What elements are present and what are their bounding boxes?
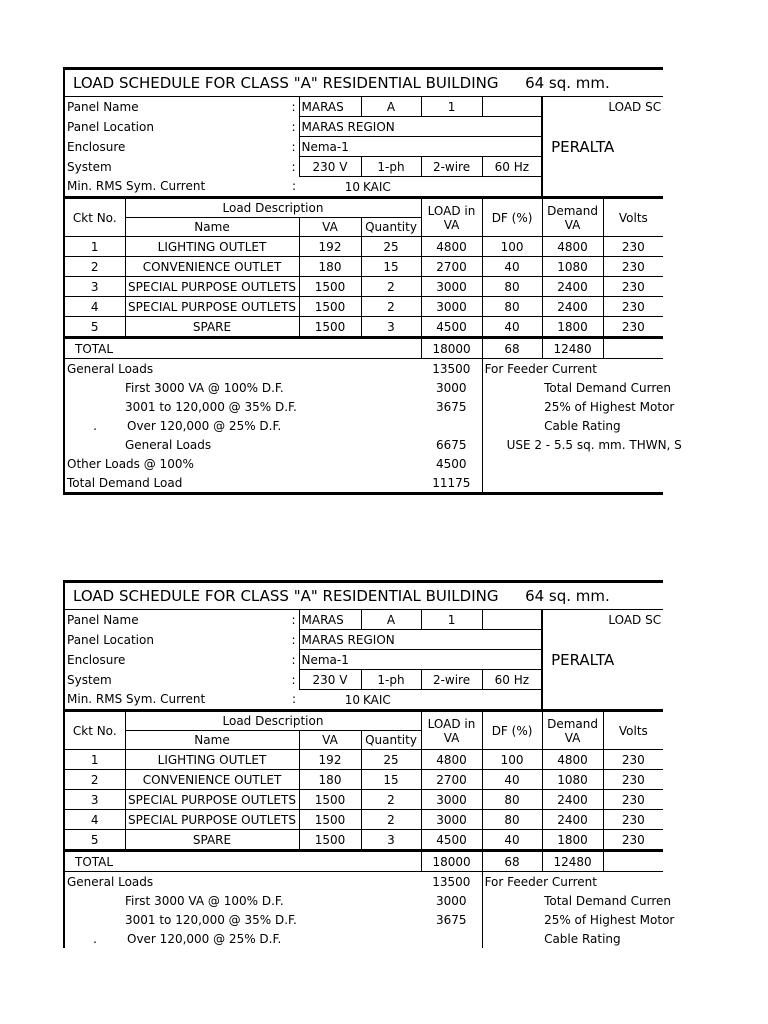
cell-va: 1500 <box>299 277 361 297</box>
cell-load: 3000 <box>421 790 482 810</box>
header-quantity: Quantity <box>361 218 421 237</box>
cell-ckt: 5 <box>64 830 125 851</box>
second-range-label: 3001 to 120,000 @ 35% D.F. <box>64 910 421 929</box>
cell-load: 3000 <box>421 297 482 317</box>
load-schedule-sheet-1 <box>63 67 682 490</box>
cell-load: 4500 <box>421 830 482 851</box>
cell-demand: 2400 <box>542 790 603 810</box>
schedule-title <box>64 582 499 610</box>
table-row <box>64 810 663 830</box>
panel-name-label: Panel Name : <box>64 610 299 630</box>
header-va: VA <box>299 218 361 237</box>
panel-name-letter: A <box>361 97 421 117</box>
schedule-title-text: LOAD SCHEDULE FOR CLASS "A" RESIDENTIAL BUILDING <box>73 74 499 92</box>
cell-va: 1500 <box>299 830 361 851</box>
load-schedule-table <box>63 67 682 495</box>
cell-volts: 230 <box>603 750 663 770</box>
cell-va: 1500 <box>299 810 361 830</box>
schedule-title <box>64 69 499 97</box>
second-range-value: 3675 <box>436 912 467 927</box>
general-loads-sub-value: 6675 <box>436 437 467 452</box>
cell-load: 3000 <box>421 277 482 297</box>
schedule-title-text: LOAD SCHEDULE FOR CLASS "A" RESIDENTIAL BUILDING <box>73 587 499 605</box>
first-3000-label: First 3000 VA @ 100% D.F. <box>64 891 421 910</box>
load-schedule-table <box>63 580 675 948</box>
cable-rating-label: Cable Rating <box>544 418 621 433</box>
cell-name: LIGHTING OUTLET <box>125 237 299 257</box>
first-3000-label: First 3000 VA @ 100% D.F. <box>64 378 421 397</box>
header-load-description: Load Description <box>125 711 421 731</box>
cell-volts: 230 <box>603 790 663 810</box>
total-row <box>64 851 663 872</box>
cell-load: 4800 <box>421 237 482 257</box>
cell-ckt: 4 <box>64 810 125 830</box>
cell-ckt: 3 <box>64 277 125 297</box>
min-rms-value: 10 <box>344 692 360 707</box>
cell-quantity: 3 <box>361 830 421 851</box>
cell-load: 4500 <box>421 317 482 338</box>
cell-va: 180 <box>299 257 361 277</box>
cell-demand: 2400 <box>542 810 603 830</box>
schedule-size: 64 sq. mm. <box>482 69 663 97</box>
cell-load: 2700 <box>421 770 482 790</box>
total-demand-current-label: Total Demand Curren <box>544 380 671 395</box>
cell-name: SPARE <box>125 830 299 851</box>
header-load-in-va: LOAD in VA <box>421 711 482 750</box>
total-demand-load-label: Total Demand Load <box>64 473 421 494</box>
header-ckt-no: Ckt No. <box>64 198 125 237</box>
general-loads-sub-label: General Loads <box>64 435 421 454</box>
cell-va: 192 <box>299 750 361 770</box>
cell-volts: 230 <box>603 770 663 790</box>
cell-ckt: 5 <box>64 317 125 338</box>
total-demand-current-label: Total Demand Curren <box>544 893 671 908</box>
cell-quantity: 3 <box>361 317 421 338</box>
table-row <box>64 257 663 277</box>
cell-demand: 4800 <box>542 750 603 770</box>
cell-demand: 4800 <box>542 237 603 257</box>
header-demand-va: Demand VA <box>542 198 603 237</box>
cell-ckt: 1 <box>64 750 125 770</box>
cell-name: LIGHTING OUTLET <box>125 750 299 770</box>
right-header-label: LOAD SC <box>608 99 662 114</box>
cell-ckt: 2 <box>64 257 125 277</box>
total-load: 18000 <box>421 338 482 359</box>
cell-ckt: 4 <box>64 297 125 317</box>
panel-location-label: Panel Location : <box>64 630 299 650</box>
min-rms-value: 10 <box>344 179 360 194</box>
first-3000-value: 3000 <box>436 380 467 395</box>
cell-df: 80 <box>482 277 542 297</box>
over-120000-label: Over 120,000 @ 25% D.F. <box>127 418 282 433</box>
system-voltage: 230 V <box>299 157 361 177</box>
schedule-size: 64 sq. mm. <box>482 582 663 610</box>
dot-marker: . <box>64 416 125 435</box>
enclosure-label: Enclosure : <box>64 137 299 157</box>
total-demand: 12480 <box>542 851 603 872</box>
cell-quantity: 2 <box>361 277 421 297</box>
cell-name: SPARE <box>125 317 299 338</box>
total-df: 68 <box>482 338 542 359</box>
cell-name: CONVENIENCE OUTLET <box>125 770 299 790</box>
general-loads-value: 13500 <box>432 874 471 889</box>
cell-quantity: 15 <box>361 257 421 277</box>
cell-df: 40 <box>482 317 542 338</box>
cell-name: SPECIAL PURPOSE OUTLETS <box>125 790 299 810</box>
cell-volts: 230 <box>603 297 663 317</box>
panel-location-value: MARAS REGION <box>299 117 482 137</box>
cell-ckt: 1 <box>64 237 125 257</box>
cell-demand: 1080 <box>542 257 603 277</box>
system-wire: 2-wire <box>421 157 482 177</box>
system-label: System : <box>64 157 299 177</box>
min-rms-label: Min. RMS Sym. Current : <box>64 177 299 198</box>
cell-ckt: 2 <box>64 770 125 790</box>
cell-volts: 230 <box>603 277 663 297</box>
header-ckt-no: Ckt No. <box>64 711 125 750</box>
header-name: Name <box>125 218 299 237</box>
cell-df: 40 <box>482 770 542 790</box>
min-rms-label: Min. RMS Sym. Current : <box>64 690 299 711</box>
cell-quantity: 25 <box>361 750 421 770</box>
cell-name: SPECIAL PURPOSE OUTLETS <box>125 277 299 297</box>
right-header-name: PERALTA <box>551 650 615 669</box>
table-row <box>64 297 663 317</box>
load-schedule-sheet-2 <box>63 580 675 946</box>
total-load: 18000 <box>421 851 482 872</box>
table-row <box>64 830 663 851</box>
system-voltage: 230 V <box>299 670 361 690</box>
cable-rating-label: Cable Rating <box>544 931 621 946</box>
highest-motor-label: 25% of Highest Motor <box>544 399 675 414</box>
right-header-name: PERALTA <box>551 137 615 156</box>
cell-volts: 230 <box>603 810 663 830</box>
table-row <box>64 790 663 810</box>
total-demand: 12480 <box>542 338 603 359</box>
panel-name-number: 1 <box>421 97 482 117</box>
panel-name-label: Panel Name : <box>64 97 299 117</box>
cell-quantity: 25 <box>361 237 421 257</box>
cell-df: 80 <box>482 790 542 810</box>
cell-quantity: 2 <box>361 810 421 830</box>
cell-va: 1500 <box>299 317 361 338</box>
min-rms-unit: KAIC <box>363 179 391 194</box>
cell-name: SPECIAL PURPOSE OUTLETS <box>125 810 299 830</box>
other-loads-value: 4500 <box>436 456 467 471</box>
panel-name-number: 1 <box>421 610 482 630</box>
table-row <box>64 770 663 790</box>
cell-ckt: 3 <box>64 790 125 810</box>
enclosure-value: Nema-1 <box>299 137 482 157</box>
cell-df: 40 <box>482 257 542 277</box>
highest-motor-label: 25% of Highest Motor <box>544 912 675 927</box>
general-loads-label: General Loads <box>64 359 421 379</box>
system-phase: 1-ph <box>361 670 421 690</box>
panel-location-label: Panel Location : <box>64 117 299 137</box>
total-demand-load-value: 11175 <box>421 473 482 494</box>
second-range-value: 3675 <box>436 399 467 414</box>
header-quantity: Quantity <box>361 731 421 750</box>
cell-df: 40 <box>482 830 542 851</box>
system-frequency: 60 Hz <box>482 670 542 690</box>
header-demand-va: Demand VA <box>542 711 603 750</box>
general-loads-label: General Loads <box>64 872 421 892</box>
cell-demand: 1080 <box>542 770 603 790</box>
cell-quantity: 2 <box>361 297 421 317</box>
cell-load: 4800 <box>421 750 482 770</box>
total-row <box>64 338 663 359</box>
header-volts: Volts <box>603 198 663 237</box>
min-rms-unit: KAIC <box>363 692 391 707</box>
header-load-description: Load Description <box>125 198 421 218</box>
dot-marker: . <box>64 929 125 948</box>
header-va: VA <box>299 731 361 750</box>
feeder-current-label: For Feeder Current <box>482 872 663 892</box>
blank-cell <box>482 97 542 117</box>
header-load-in-va: LOAD in VA <box>421 198 482 237</box>
cell-df: 80 <box>482 810 542 830</box>
enclosure-label: Enclosure : <box>64 650 299 670</box>
cell-df: 100 <box>482 750 542 770</box>
header-df: DF (%) <box>482 198 542 237</box>
total-df: 68 <box>482 851 542 872</box>
over-120000-label: Over 120,000 @ 25% D.F. <box>127 931 282 946</box>
right-header-label: LOAD SC <box>608 612 662 627</box>
other-loads-label: Other Loads @ 100% <box>64 454 421 473</box>
header-name: Name <box>125 731 299 750</box>
total-label: TOTAL <box>64 338 421 359</box>
first-3000-value: 3000 <box>436 893 467 908</box>
cell-va: 1500 <box>299 790 361 810</box>
system-label: System : <box>64 670 299 690</box>
system-phase: 1-ph <box>361 157 421 177</box>
header-volts: Volts <box>603 711 663 750</box>
cable-use-label: USE 2 - 5.5 sq. mm. THWN, S <box>482 435 663 454</box>
cell-volts: 230 <box>603 237 663 257</box>
cell-va: 180 <box>299 770 361 790</box>
header-df: DF (%) <box>482 711 542 750</box>
cell-demand: 1800 <box>542 317 603 338</box>
panel-name-value: MARAS <box>299 97 361 117</box>
feeder-current-label: For Feeder Current <box>482 359 663 379</box>
total-label: TOTAL <box>64 851 421 872</box>
cell-df: 80 <box>482 297 542 317</box>
cell-load: 2700 <box>421 257 482 277</box>
system-frequency: 60 Hz <box>482 157 542 177</box>
second-range-label: 3001 to 120,000 @ 35% D.F. <box>64 397 421 416</box>
cell-va: 1500 <box>299 297 361 317</box>
cell-quantity: 2 <box>361 790 421 810</box>
cell-demand: 2400 <box>542 277 603 297</box>
cell-volts: 230 <box>603 830 663 851</box>
enclosure-value: Nema-1 <box>299 650 482 670</box>
table-row <box>64 237 663 257</box>
table-row <box>64 750 663 770</box>
cell-volts: 230 <box>603 257 663 277</box>
cell-demand: 2400 <box>542 297 603 317</box>
cell-volts: 230 <box>603 317 663 338</box>
cell-load: 3000 <box>421 810 482 830</box>
table-row <box>64 317 663 338</box>
general-loads-value: 13500 <box>432 361 471 376</box>
panel-location-value: MARAS REGION <box>299 630 482 650</box>
cell-name: SPECIAL PURPOSE OUTLETS <box>125 297 299 317</box>
cell-name: CONVENIENCE OUTLET <box>125 257 299 277</box>
cell-df: 100 <box>482 237 542 257</box>
panel-name-value: MARAS <box>299 610 361 630</box>
table-row <box>64 277 663 297</box>
cell-quantity: 15 <box>361 770 421 790</box>
panel-name-letter: A <box>361 610 421 630</box>
cell-demand: 1800 <box>542 830 603 851</box>
system-wire: 2-wire <box>421 670 482 690</box>
cell-va: 192 <box>299 237 361 257</box>
